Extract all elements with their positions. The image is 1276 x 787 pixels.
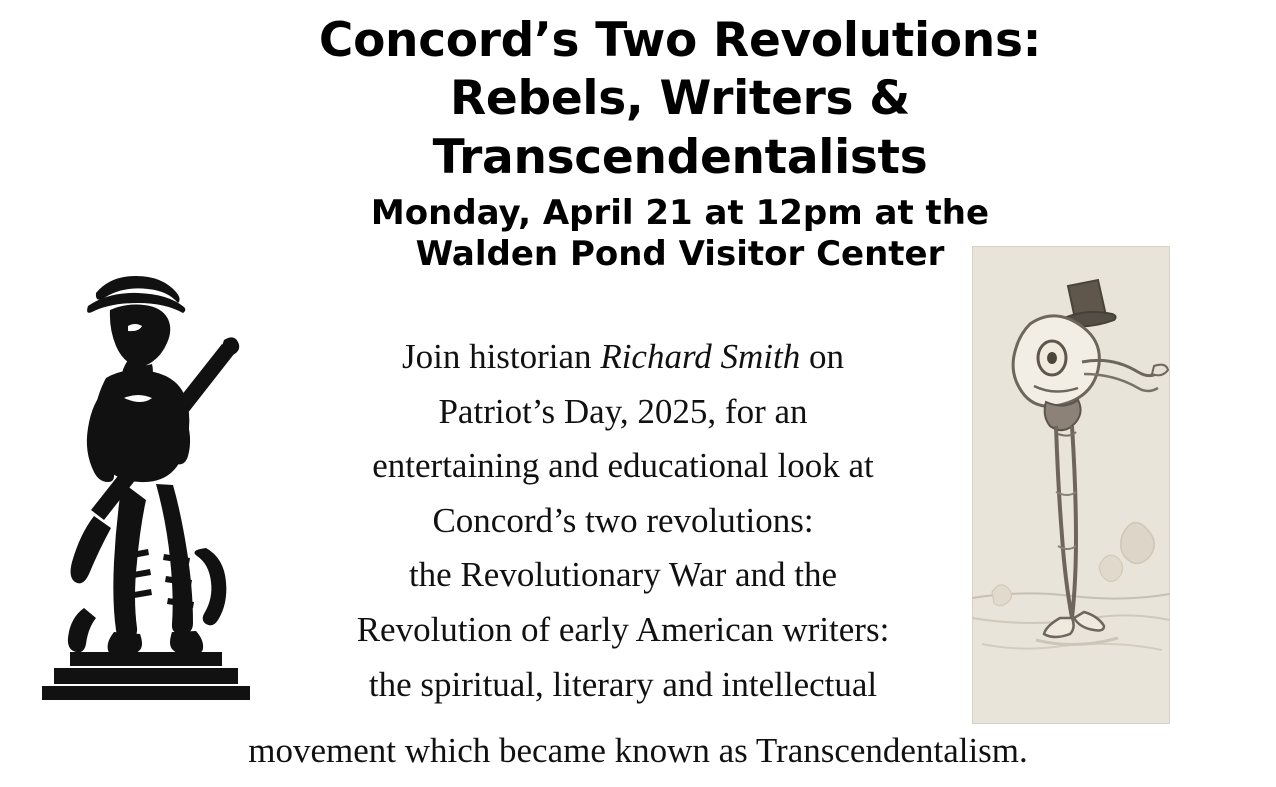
- sketch-illustration-image: [972, 246, 1170, 724]
- speaker-name: Richard Smith: [600, 337, 801, 376]
- body-line-1-prefix: Join historian: [401, 337, 601, 376]
- body-line-5: the Revolutionary War and the: [408, 555, 838, 595]
- title-line-2: Rebels, Writers &: [450, 71, 910, 127]
- body-line-4: Concord’s two revolutions:: [432, 500, 814, 540]
- event-details-line-2: Walden Pond Visitor Center: [415, 234, 945, 275]
- body-line-1: [243, 330, 1003, 385]
- body-final-line: movement which became known as Transcendentalism.: [248, 731, 1028, 770]
- body-line-3: entertaining and educational look at: [372, 446, 874, 486]
- poster-title: [250, 12, 1110, 187]
- body-line-1-suffix: on: [800, 337, 844, 376]
- body-line-2: Patriot’s Day, 2025, for an: [438, 391, 808, 431]
- minuteman-statue-image: [36, 248, 256, 703]
- event-details-line-1: Monday, April 21 at 12pm at the: [370, 192, 990, 233]
- body-line-6: Revolution of early American writers:: [356, 609, 890, 649]
- body-line-7: the spiritual, literary and intellectual: [368, 664, 878, 704]
- poster-body: [243, 330, 1003, 712]
- title-line-1: Concord’s Two Revolutions:: [318, 13, 1042, 68]
- title-line-3: Transcendentalists: [432, 129, 928, 185]
- headline-block: [250, 12, 1110, 276]
